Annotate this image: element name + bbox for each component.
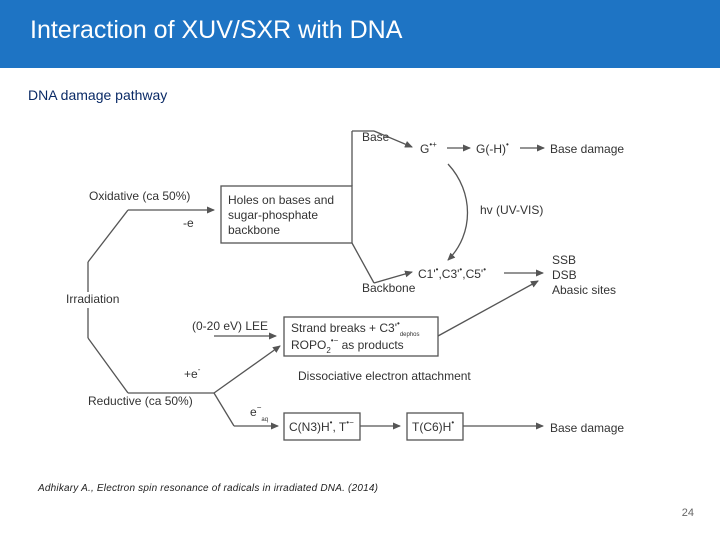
plus-e-label: +e- bbox=[184, 365, 201, 381]
strand-box-line-2: $ROPO_2^{•-}$ as products bbox=[291, 336, 404, 355]
holes-box-line-1: Holes on bases and bbox=[228, 193, 335, 207]
strand-box-to-outcomes-arrow bbox=[438, 281, 538, 336]
hv-curve-arrow bbox=[448, 164, 468, 260]
base-damage-top-label: Base damage bbox=[550, 142, 625, 156]
tc6h-label: T(C6)H• bbox=[412, 418, 455, 434]
holes-box-line-2: sugar-phosphate bbox=[228, 208, 319, 222]
e-aq-label: $e^-_{aq}$ bbox=[250, 403, 269, 423]
outcome-dsb: DSB bbox=[552, 268, 577, 282]
outcome-ssb: SSB bbox=[552, 253, 577, 267]
irradiation-to-oxidative-line bbox=[88, 210, 128, 262]
irradiation-to-reductive-line bbox=[88, 338, 128, 393]
cn3h-label: C(N3)H•, T•− bbox=[289, 418, 354, 434]
holes-box-line-3: backbone bbox=[228, 223, 281, 237]
g-minus-h-radical: G(-H)• bbox=[476, 140, 509, 156]
oxidative-label: Oxidative (ca 50%) bbox=[89, 189, 191, 203]
hv-label: hv (UV-VIS) bbox=[480, 203, 544, 217]
backbone-label: Backbone bbox=[362, 281, 416, 295]
dea-label: Dissociative electron attachment bbox=[298, 369, 471, 383]
c-radicals-label: C1'•,C3'•,C5'• bbox=[418, 265, 487, 281]
lee-label: (0-20 eV) LEE bbox=[192, 319, 269, 333]
strand-box-line-1: Strand breaks + $C3'^•_{dephos}$ bbox=[291, 319, 420, 338]
irradiation-label: Irradiation bbox=[66, 292, 120, 306]
slide-subtitle: DNA damage pathway bbox=[28, 87, 168, 103]
minus-e-label: -e bbox=[183, 216, 194, 230]
slide-title: Interaction of XUV/SXR with DNA bbox=[30, 16, 403, 44]
page-number: 24 bbox=[681, 507, 694, 519]
reductive-to-strand-box-arrow bbox=[214, 346, 280, 393]
base-damage-bottom-label: Base damage bbox=[550, 421, 625, 435]
g-radical-cation: G•+ bbox=[420, 140, 437, 156]
base-label: Base bbox=[362, 130, 390, 144]
outcome-abasic-sites: Abasic sites bbox=[552, 283, 617, 297]
reductive-to-eaq-line bbox=[214, 393, 234, 426]
backbone-line bbox=[352, 243, 374, 283]
citation: Adhikary A., Electron spin resonance of radicals in irradiated DNA. (2014) bbox=[38, 483, 379, 494]
reductive-label: Reductive (ca 50%) bbox=[88, 394, 193, 408]
